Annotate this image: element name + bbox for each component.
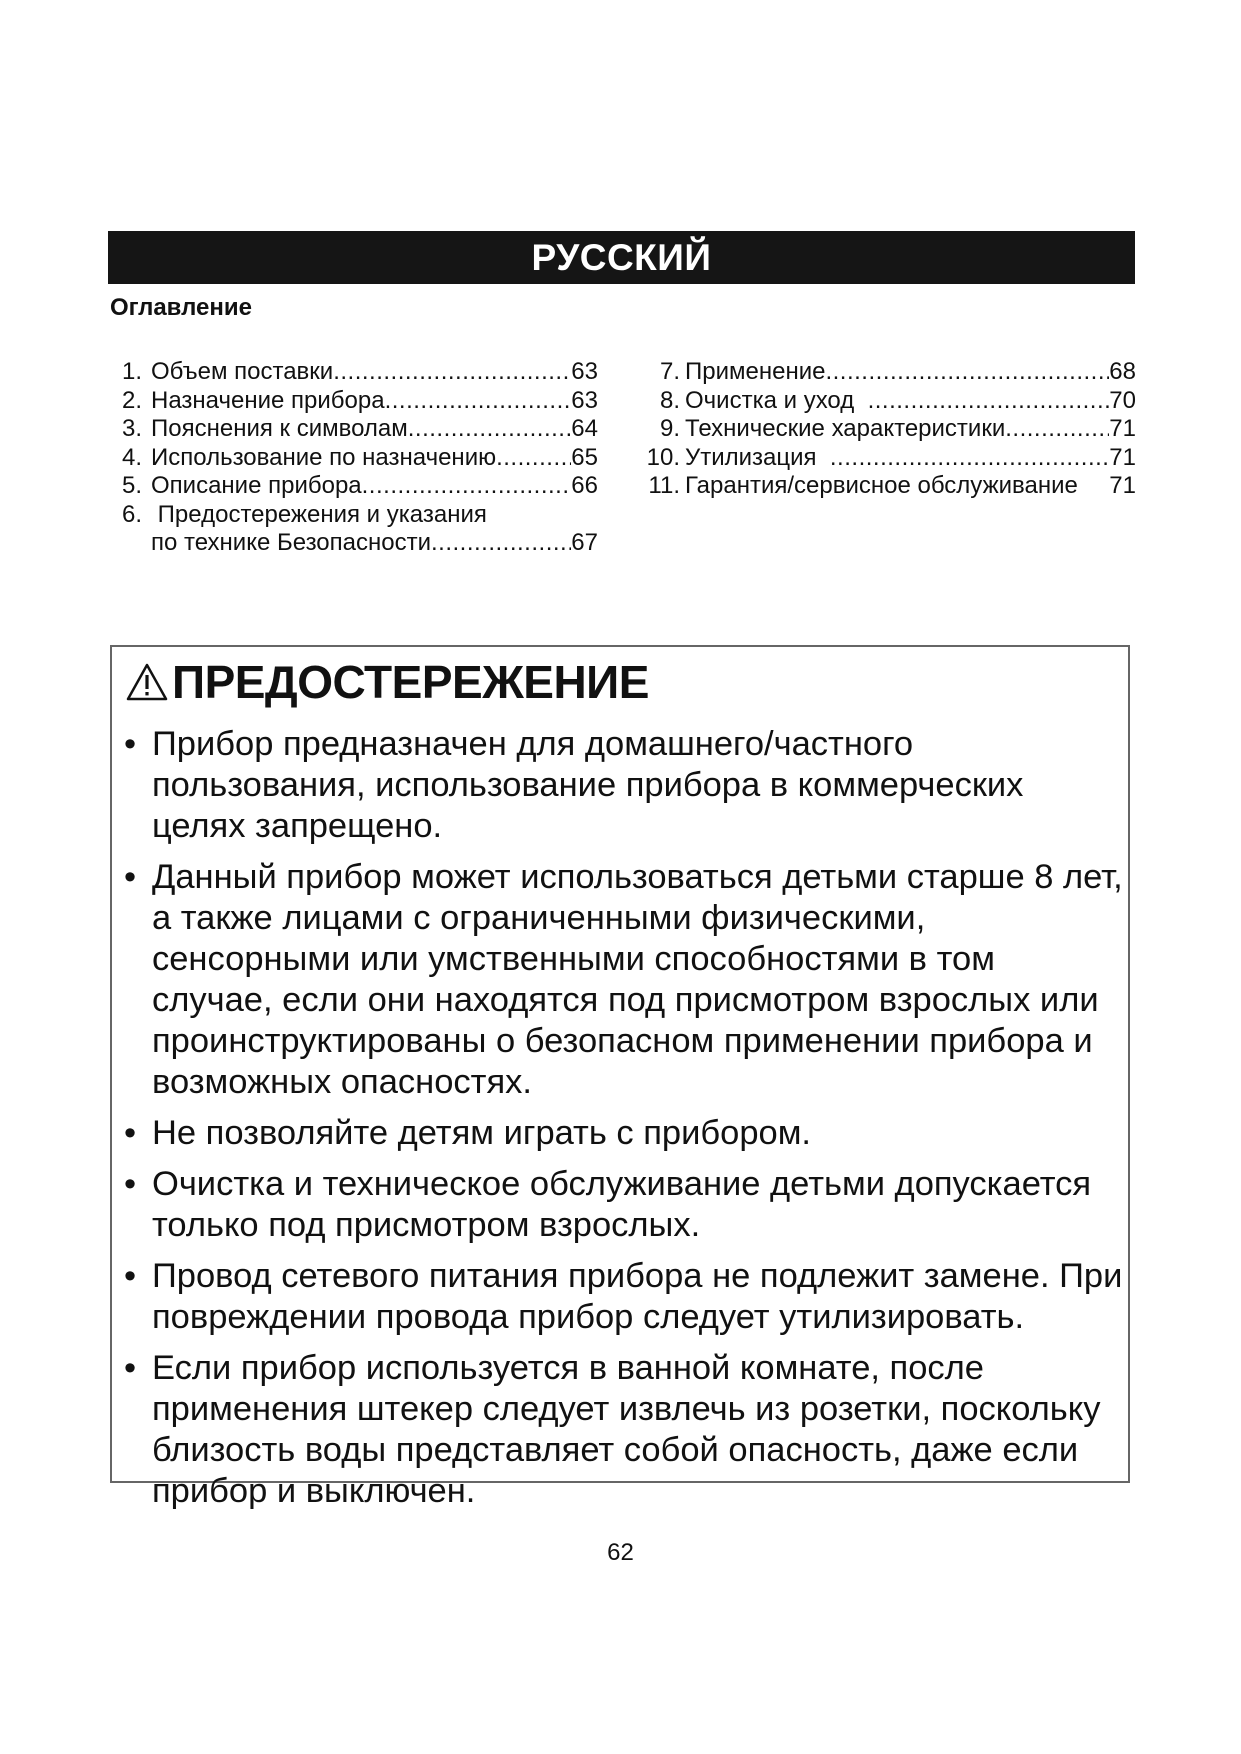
- toc-entry: [122, 472, 598, 501]
- toc-entry-title: Технические характеристики: [685, 415, 1006, 442]
- warning-triangle-icon: [126, 662, 168, 702]
- toc-entry-number: 10.: [646, 443, 680, 471]
- toc-entry: [122, 444, 598, 473]
- toc-entry-title: Описание прибора: [151, 472, 362, 499]
- warning-item: [124, 1113, 1124, 1154]
- toc-entry-number: 4.: [122, 443, 143, 471]
- toc-entry-number: 6.: [122, 500, 143, 528]
- toc-entry-page: 71: [1109, 415, 1136, 442]
- warning-item-text: Прибор предназначен для домашнего/частного пользования, использование прибора в коммерческих целях запрещено.: [152, 725, 1024, 845]
- toc-leader-dots: [362, 472, 572, 501]
- toc-heading: Оглавление: [110, 294, 252, 321]
- bullet-icon: •: [124, 858, 137, 896]
- toc-entry-title: по технике Безопасности: [151, 529, 431, 556]
- warning-header: [126, 652, 649, 712]
- toc-entry: [638, 472, 1136, 501]
- toc-entry-page: 63: [571, 358, 598, 385]
- toc-leader-dots: [385, 387, 572, 416]
- toc-entry: [122, 501, 598, 530]
- toc-entry-page: 71: [1109, 472, 1136, 499]
- warning-item: [124, 1348, 1124, 1512]
- toc-entry-title: Очистка и уход: [685, 386, 868, 414]
- toc-entry-page: 67: [571, 529, 598, 556]
- warning-item-text: Если прибор используется в ванной комнате, после применения штекер следует извлечь из розетки, поскольку близость воды представляет собой опасность, даже если прибор и выключен.: [152, 1349, 1101, 1510]
- toc-entry-title: Утилизация: [685, 443, 830, 471]
- toc-entry: [638, 415, 1136, 444]
- toc-leader-dots: [496, 444, 571, 473]
- toc-entry: [122, 415, 598, 444]
- toc-entry-title: Гарантия/сервисное обслуживание: [685, 472, 1078, 499]
- toc-leader-dots: [431, 529, 571, 558]
- toc-entry-page: 66: [571, 472, 598, 499]
- toc-entry-number: 9.: [659, 415, 680, 442]
- toc-entry-page: 65: [571, 443, 598, 471]
- toc-leader-dots: [333, 358, 571, 387]
- bullet-icon: •: [124, 1349, 137, 1387]
- toc-leader-dots: [1005, 415, 1109, 444]
- toc-leader-dots: [408, 415, 572, 444]
- bullet-icon: •: [124, 1114, 137, 1152]
- warning-item: [124, 724, 1124, 847]
- warning-item-text: Данный прибор может использоваться детьми старше 8 лет, а также лицами с ограниченными физическими, сенсорными или умственными способностями в том случае, если они находятся под присмотром взрослых или проинструктированы о безопасном применении прибора и возможных опасностях.: [152, 858, 1123, 1101]
- toc-entry-title: Применение: [685, 358, 826, 385]
- toc-entry-page: 63: [571, 386, 598, 414]
- warning-item-text: Провод сетевого питания прибора не подлежит замене. При повреждении провода прибор следует утилизировать.: [152, 1257, 1123, 1336]
- toc-left-column: [122, 358, 598, 558]
- page-number: 62: [607, 1539, 634, 1566]
- toc-entry-number: 5.: [122, 472, 143, 499]
- toc-entry-continuation: [122, 529, 598, 558]
- toc-entry-title: Предостережения и указания: [151, 500, 487, 528]
- toc-entry-page: 68: [1109, 358, 1136, 385]
- toc-leader-dots: [830, 444, 1109, 473]
- toc-entry-number: 8.: [659, 386, 680, 414]
- language-banner: РУССКИЙ: [108, 231, 1135, 284]
- toc-entry: [638, 358, 1136, 387]
- toc-entry-title: Пояснения к символам: [151, 415, 408, 442]
- bullet-icon: •: [124, 1165, 137, 1203]
- toc-entry-number: 3.: [122, 415, 143, 442]
- toc-entry-page: 70: [1109, 386, 1136, 414]
- bullet-icon: •: [124, 725, 137, 763]
- toc-entry-page: 71: [1109, 443, 1136, 471]
- toc-entry-number: 7.: [659, 358, 680, 385]
- warning-item: [124, 1256, 1124, 1338]
- toc-right-column: [638, 358, 1136, 501]
- warning-item-text: Не позволяйте детям играть с прибором.: [152, 1114, 812, 1152]
- toc-entry: [122, 387, 598, 416]
- toc-entry-number: 11.: [648, 472, 680, 499]
- toc-entry-page: 64: [571, 415, 598, 442]
- toc-entry-title: Объем поставки: [151, 358, 334, 385]
- toc-entry-title: Использование по назначению: [151, 443, 497, 471]
- warning-item-text: Очистка и техническое обслуживание детьми допускается только под присмотром взрослых.: [152, 1165, 1092, 1244]
- toc-leader-dots: [868, 387, 1110, 416]
- toc-entry: [638, 387, 1136, 416]
- toc-entry-title: Назначение прибора: [151, 386, 385, 414]
- warning-item: [124, 857, 1124, 1103]
- warning-item: [124, 1164, 1124, 1246]
- warning-box: [110, 645, 1130, 1510]
- warning-list: [124, 724, 1124, 1522]
- bullet-icon: •: [124, 1257, 137, 1295]
- toc-entry-number: 1.: [122, 358, 143, 385]
- toc-leader-dots: [825, 358, 1109, 387]
- toc-entry: [638, 444, 1136, 473]
- toc-entry: [122, 358, 598, 387]
- warning-title: ПРЕДОСТЕРЕЖЕНИЕ: [172, 656, 649, 708]
- toc-entry-number: 2.: [122, 386, 143, 414]
